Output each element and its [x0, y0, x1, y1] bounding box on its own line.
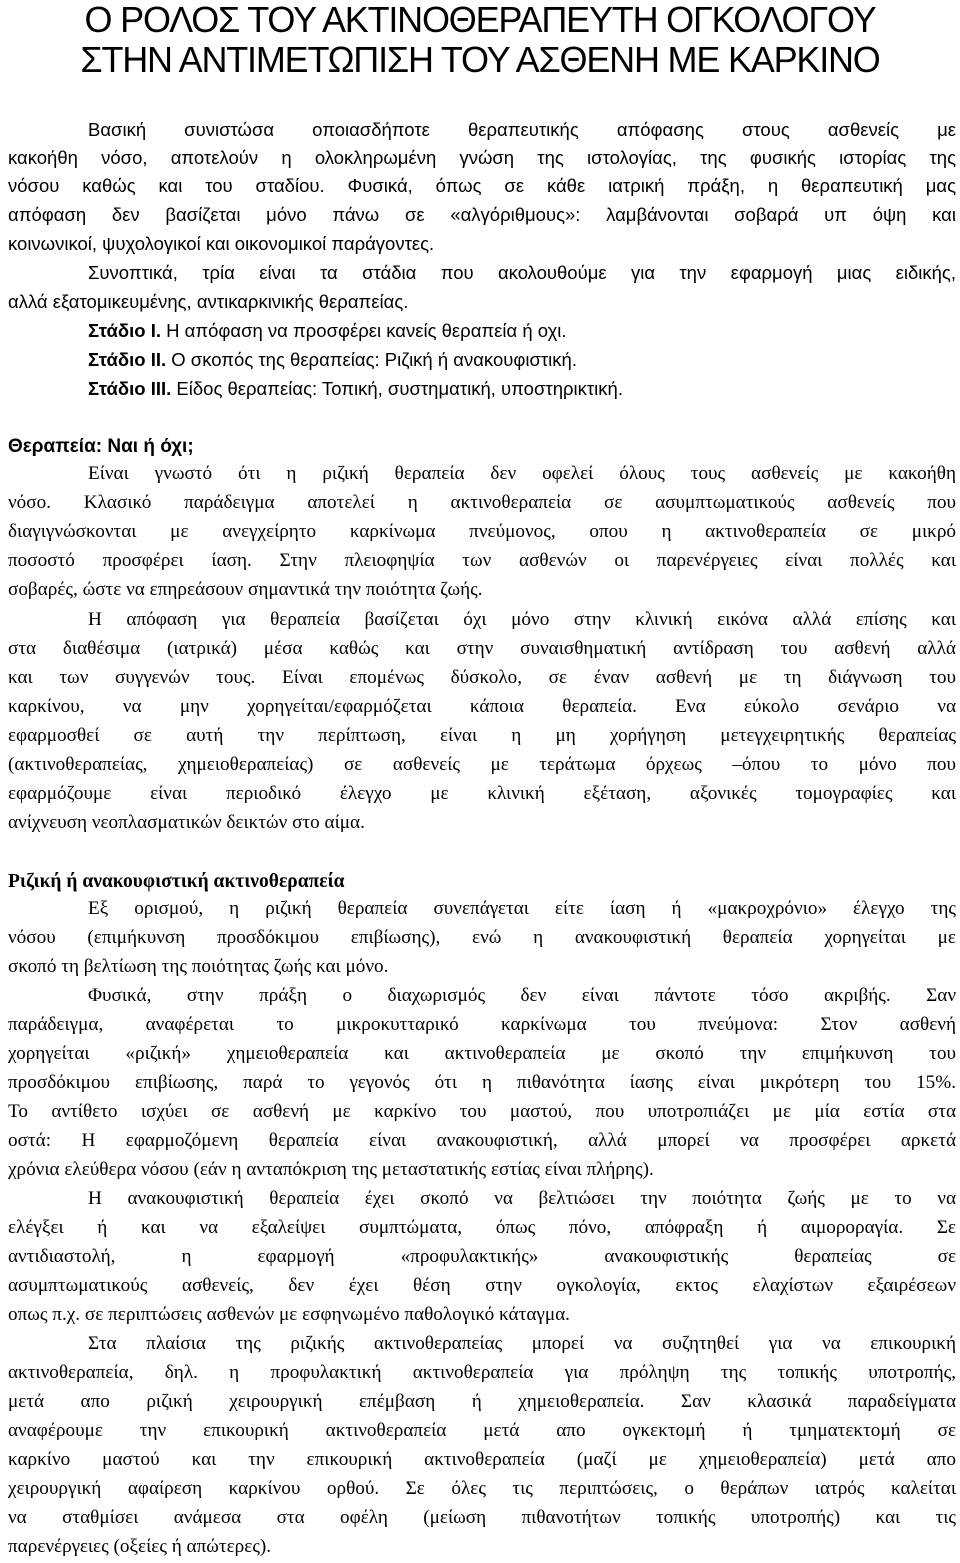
stage-text: Είδος θεραπείας: Τοπική, συστηματική, υποστηρικτική.: [171, 378, 623, 399]
body-line: ελέγξει ή και να εξαλείψει συμπτώματα, όπως πόνο, απόφραξη ή αιμοροραγία. Σε: [8, 1217, 956, 1238]
intro-line: νόσου καθώς και του σταδίου. Φυσικά, όπως σε κάθε ιατρική πράξη, η θεραπευτική μας: [8, 175, 956, 196]
body-line: σκοπό τη βελτίωση της ποιότητας ζωής και μόνο.: [8, 956, 389, 977]
body-line: χειρουργική αφαίρεση καρκίνου ορθού. Σε όλες τις περιπτώσεις, ο θεράπων ιατρός καλείται: [8, 1478, 956, 1499]
body-line: χορηγείται «ριζική» χημειοθεραπεία και ακτινοθεραπεία με σκοπό την επιμήκυνση του: [8, 1043, 956, 1064]
body-line: αντιδιαστολή, η εφαρμογή «προφυλακτικής» ανακουφιστικής θεραπείας σε: [8, 1246, 956, 1267]
body-line: Το αντίθετο ισχύει σε ασθενή με καρκίνο του μαστού, που υποτροπιάζει με μία εστία στα: [8, 1101, 956, 1122]
stage-label: Στάδιο ΙΙΙ.: [88, 378, 172, 399]
body-line: Η ανακουφιστική θεραπεία έχει σκοπό να βελτιώσει την ποιότητα ζωής με το να: [88, 1188, 956, 1209]
body-line: ασυμπτωματικούς ασθενείς, δεν έχει θέση στην ογκολογία, εκτος ελαχίστων εξαιρέσεων: [8, 1275, 956, 1296]
body-line: προσδόκιμου επιβίωσης, παρά το γεγονός ότι η πιθανότητα ίασης είναι μικρότερη του 15%.: [8, 1072, 956, 1093]
body-line: νόσου (επιμήκυνση προσδόκιμου επιβίωσης), ενώ η ανακουφιστική θεραπεία χορηγείται με: [8, 927, 956, 948]
stage-item: [8, 377, 956, 401]
stage-text: Η απόφαση να προσφέρει κανείς θεραπεία ή οχι.: [160, 320, 567, 341]
body-line: παράδειγμα, αναφέρεται το μικροκυτταρικό καρκίνωμα του πνεύμονα: Στον ασθενή: [8, 1014, 956, 1035]
body-line: και των συγγενών τους. Είναι επομένως δύσκολο, σε έναν ασθενή με τη διάγνωση του: [8, 667, 956, 688]
body-line: να σταθμίσει ανάμεσα στα οφέλη (μείωση πιθανοτήτων τοπικής υποτροπής) και τις: [8, 1507, 956, 1528]
intro-line: αλλά εξατομικευμένης, αντικαρκινικής θεραπείας.: [8, 291, 409, 312]
body-line: νόσο. Κλασικό παράδειγμα αποτελεί η ακτινοθεραπεία σε ασυμπτωματικούς ασθενείς που: [8, 492, 956, 513]
body-line: ποσοστό προσφέρει ίαση. Στην πλειοφηψία των ασθενών οι παρενέργειες είναι πολλές και: [8, 550, 956, 571]
body-line: μετά απο ριζική χειρουργική επέμβαση ή χημειοθεραπεία. Σαν κλασικά παραδείγματα: [8, 1391, 956, 1412]
body-line: χρόνια ελεύθερα νόσου (εάν η ανταπόκριση της μεταστατικής εστίας είναι πλήρης).: [8, 1159, 654, 1180]
body-line: Είναι γνωστό ότι η ριζική θεραπεία δεν οφελεί όλους τους ασθενείς με κακοήθη: [88, 463, 956, 484]
stage-label: Στάδιο Ι.: [88, 320, 161, 341]
body-line: αναφέρουμε την επικουρική ακτινοθεραπεία μετά απο ογκεκτομή ή τμηματεκτομή σε: [8, 1420, 956, 1441]
stage-label: Στάδιο ΙΙ.: [88, 349, 167, 370]
body-line: Στα πλαίσια της ριζικής ακτινοθεραπείας μπορεί να συζητηθεί για να επικουρική: [88, 1333, 956, 1354]
section-heading-radical-palliative: Ριζική ή ανακουφιστική ακτινοθεραπεία: [8, 871, 345, 892]
body-line: Εξ ορισμού, η ριζική θεραπεία συνεπάγεται είτε ίαση ή «μακροχρόνιο» έλεγχο της: [88, 898, 956, 919]
intro-line: απόφαση δεν βασίζεται μόνο πάνω σε «αλγόριθμους»: λαμβάνονται σοβαρά υπ όψη και: [8, 204, 956, 225]
stage-item: [8, 348, 956, 372]
intro-line: Βασική συνιστώσα οποιασδήποτε θεραπευτικής απόφασης στους ασθενείς με: [88, 119, 956, 140]
body-line: εφαρμόζουμε είναι περιοδικό έλεγχο με κλινική εξέταση, αξονικές τομογραφίες και: [8, 783, 956, 804]
body-line: ακτινοθεραπεία, δηλ. η προφυλακτική ακτινοθεραπεία για πρόληψη της τοπικής υποτροπής,: [8, 1362, 956, 1383]
title-line-1: Ο ΡΟΛΟΣ ΤΟΥ ΑΚΤΙΝΟΘΕΡΑΠΕΥΤΗ ΟΓΚΟΛΟΓΟΥ: [84, 0, 876, 40]
document-title: [0, 0, 960, 80]
body-line: οπως π.χ. σε περιπτώσεις ασθενών με εσφηνωμένο παθολογικό κάταγμα.: [8, 1304, 570, 1325]
body-line: οστά: Η εφαρμοζόμενη θεραπεία είναι ανακουφιστική, αλλά μπορεί να προσφέρει αρκετά: [8, 1130, 956, 1151]
body-line: στα διαθέσιμα (ιατρικά) μέσα καθώς και στην συναισθηματική αντίδραση του ασθενή αλλά: [8, 638, 956, 659]
body-line: Η απόφαση για θεραπεία βασίζεται όχι μόνο στην κλινική εικόνα αλλά επίσης και: [88, 609, 956, 630]
body-line: καρκίνο μαστού και την επικουρική ακτινοθεραπεία (μαζί με χημειοθεραπεία) μετά απο: [8, 1449, 956, 1470]
body-line: διαγιγνώσκονται με ανεγχείρητο καρκίνωμα πνεύμονος, οπου η ακτινοθεραπεία σε μικρό: [8, 521, 956, 542]
body-line: εφαρμοσθεί σε αυτή την περίπτωση, είναι η μη χορήγηση μετεγχειρητικής θεραπείας: [8, 725, 956, 746]
stage-item: [8, 319, 956, 343]
intro-line: κακοήθη νόσο, αποτελούν η ολοκληρωμένη γνώση της ιστολογίας, της φυσικής ιστορίας της: [8, 147, 956, 168]
section-heading-therapy-yes-no: Θεραπεία: Ναι ή όχι;: [8, 436, 194, 457]
body-line: ανίχνευση νεοπλασματικών δεικτών στο αίμα.: [8, 812, 365, 833]
body-line: Φυσικά, στην πράξη ο διαχωρισμός δεν είναι πάντοτε τόσο ακριβής. Σαν: [88, 985, 956, 1006]
title-line-2: ΣΤΗΝ ΑΝΤΙΜΕΤΩΠΙΣΗ ΤΟΥ ΑΣΘΕΝΗ ΜΕ ΚΑΡΚΙΝΟ: [80, 39, 880, 80]
body-line: καρκίνου, να μην χορηγείται/εφαρμόζεται κάποια θεραπεία. Ενα εύκολο σενάριο να: [8, 696, 956, 717]
intro-line: Συνοπτικά, τρία είναι τα στάδια που ακολουθούμε για την εφαρμογή μιας ειδικής,: [88, 262, 956, 283]
intro-line: κοινωνικοί, ψυχολογικοί και οικονομικοί παράγοντες.: [8, 233, 435, 254]
body-line: (ακτινοθεραπείας, χημειοθεραπείας) σε ασθενείς με τεράτωμα όρχεως –όπου το μόνο που: [8, 754, 956, 775]
body-line: παρενέργειες (οξείες ή απώτερες).: [8, 1536, 272, 1557]
body-line: σοβαρές, ώστε να επηρεάσουν σημαντικά την ποιότητα ζωής.: [8, 579, 483, 600]
stage-text: Ο σκοπός της θεραπείας: Ριζική ή ανακουφιστική.: [166, 349, 577, 370]
